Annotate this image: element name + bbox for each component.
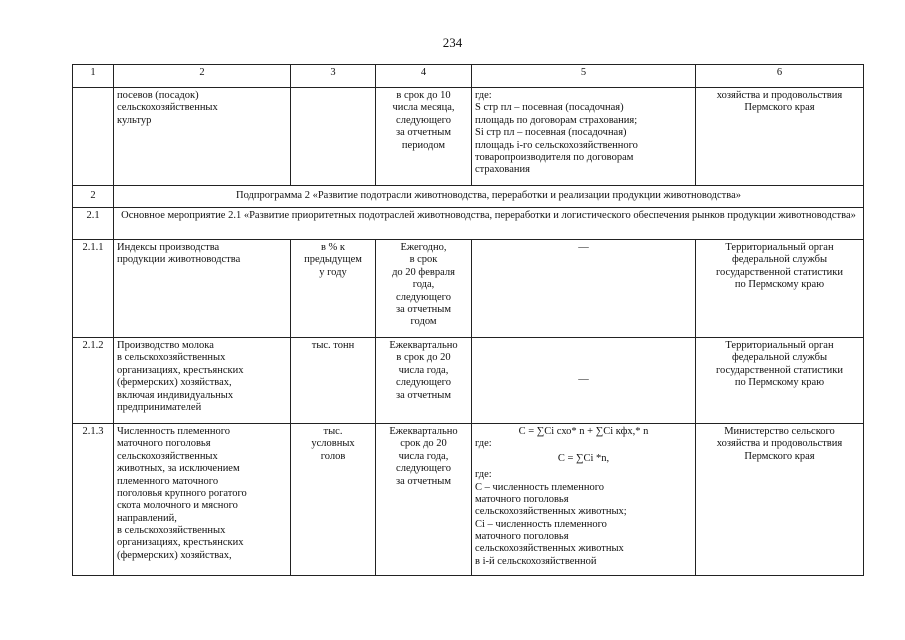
- row-number: 2.1.3: [73, 424, 114, 576]
- table-row-continued: [73, 88, 864, 186]
- subprogram-title: Подпрограмма 2 «Развитие подотрасли животноводства, переработки и реализации продукции животноводства»: [114, 186, 864, 208]
- row-unit: тыс. условных голов: [291, 424, 376, 576]
- table-row: [73, 424, 864, 576]
- row-source: Министерство сельского хозяйства и продовольствия Пермского края: [696, 424, 864, 576]
- method-formula-2: С = ∑Сi *n,: [557, 452, 610, 464]
- header-col-5: 5: [472, 65, 696, 88]
- cell-num: [73, 88, 114, 186]
- indicators-table: [72, 64, 864, 576]
- method-description: где: С – численность племенного маточного поголовья сельскохозяйственных животных; Сi – численность племенного маточного поголовья сельскохозяйственных животных в i-й сельскохозяйственной: [475, 469, 627, 567]
- row-indicator: Производство молока в сельскохозяйственных организациях, крестьянских (фермерских) хозяйствах, включая индивидуальных предпринимателей: [114, 338, 291, 424]
- row-indicator: Численность племенного маточного поголовья сельскохозяйственных животных, за исключением племенного маточного поголовья крупного рогатого скота молочного и мясного направлений, в сельскохозяйственных организациях, крестьянских (фермерских) хозяйствах,: [114, 424, 291, 576]
- row-unit: тыс. тонн: [291, 338, 376, 424]
- cell-unit: [291, 88, 376, 186]
- main-activity-title: Основное мероприятие 2.1 «Развитие приоритетных подотраслей животноводства, переработки и логистического обеспечения рынков продукции животноводства»: [114, 208, 864, 240]
- row-source: Территориальный орган федеральной службы государственной статистики по Пермскому краю: [696, 240, 864, 338]
- row-indicator: Индексы производства продукции животноводства: [114, 240, 291, 338]
- header-col-4: 4: [376, 65, 472, 88]
- row-source: Территориальный орган федеральной службы государственной статистики по Пермскому краю: [696, 338, 864, 424]
- row-unit: в % к предыдущем у году: [291, 240, 376, 338]
- table-header-row: [73, 65, 864, 88]
- header-col-3: 3: [291, 65, 376, 88]
- header-col-6: 6: [696, 65, 864, 88]
- table-row-subprogram: [73, 186, 864, 208]
- row-method: —: [472, 338, 696, 424]
- header-col-2: 2: [114, 65, 291, 88]
- cell-method: где: S стр пл – посевная (посадочная) площадь по договорам страхования; Si стр пл – посевная (посадочная) площадь i-го сельскохозяйственного товаропроизводителя по договорам страхования: [472, 88, 696, 186]
- cell-source: хозяйства и продовольствия Пермского края: [696, 88, 864, 186]
- subprogram-number: 2: [73, 186, 114, 208]
- row-term: Ежегодно, в срок до 20 февраля года, следующего за отчетным годом: [376, 240, 472, 338]
- cell-indicator: посевов (посадок) сельскохозяйственных культур: [114, 88, 291, 186]
- row-term: Ежеквартально срок до 20 числа года, следующего за отчетным: [376, 424, 472, 576]
- method-formula-1: С = ∑Сi схо* n + ∑Сi кфх,* n: [518, 426, 649, 437]
- table-row: [73, 240, 864, 338]
- row-number: 2.1.2: [73, 338, 114, 424]
- main-activity-number: 2.1: [73, 208, 114, 240]
- row-method: [472, 424, 696, 576]
- header-col-1: 1: [73, 65, 114, 88]
- row-number: 2.1.1: [73, 240, 114, 338]
- page-number: 234: [442, 35, 463, 50]
- row-method: —: [472, 240, 696, 338]
- table-row: [73, 338, 864, 424]
- method-where-1: где:: [475, 438, 492, 450]
- row-term: Ежеквартально в срок до 20 числа года, следующего за отчетным: [376, 338, 472, 424]
- cell-term: в срок до 10 числа месяца, следующего за отчетным периодом: [376, 88, 472, 186]
- table-row-main-activity: [73, 208, 864, 240]
